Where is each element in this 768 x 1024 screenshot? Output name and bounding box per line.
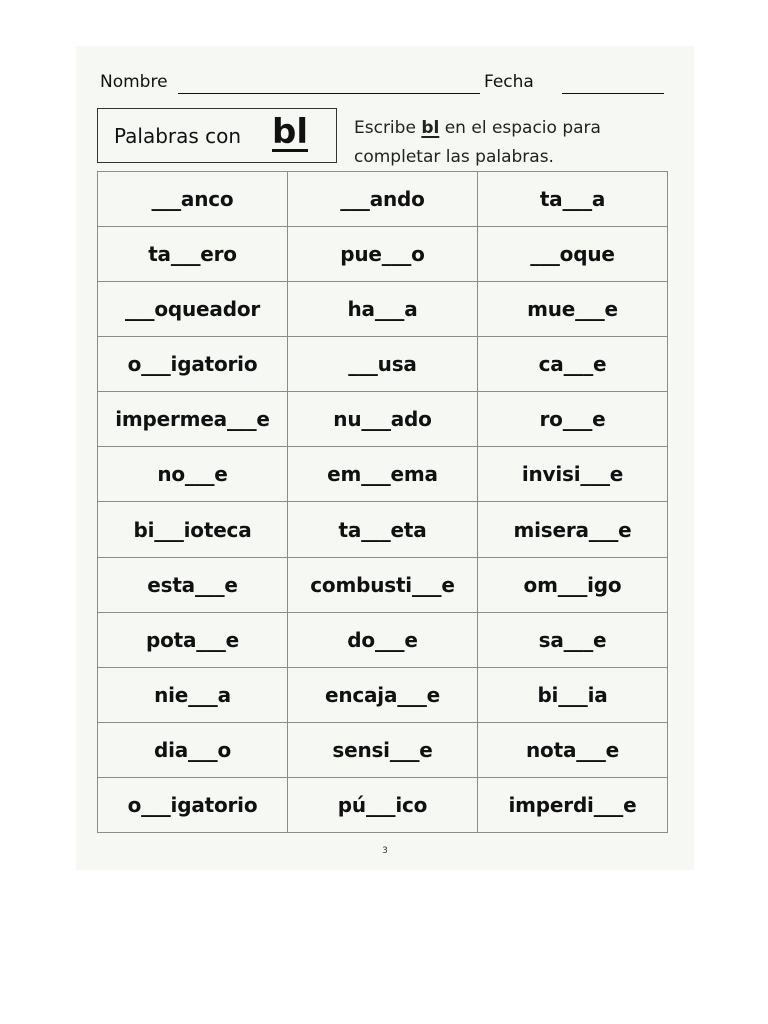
instructions (354, 114, 674, 172)
header-row (100, 72, 645, 98)
table-row (98, 282, 668, 337)
word-cell: ___usa (288, 337, 478, 392)
name-label: Nombre (100, 72, 168, 92)
title-highlight: bl (272, 112, 308, 152)
instructions-line-2: completar las palabras. (354, 147, 554, 167)
word-cell: ta___a (478, 172, 668, 227)
word-cell: nota___e (478, 722, 668, 777)
word-cell: combusti___e (288, 557, 478, 612)
word-cell: ta___eta (288, 502, 478, 557)
instructions-highlight: bl (421, 118, 440, 138)
word-cell: impermea___e (98, 392, 288, 447)
word-table (97, 171, 668, 833)
word-cell: dia___o (98, 722, 288, 777)
word-cell: om___igo (478, 557, 668, 612)
word-cell: ___oqueador (98, 282, 288, 337)
word-cell: ___anco (98, 172, 288, 227)
word-cell: sa___e (478, 612, 668, 667)
table-row (98, 227, 668, 282)
table-row (98, 777, 668, 832)
date-blank-line (562, 93, 664, 94)
worksheet-page (76, 46, 694, 870)
instructions-before: Escribe (354, 118, 422, 138)
word-cell: no___e (98, 447, 288, 502)
table-row (98, 502, 668, 557)
word-cell: bi___ia (478, 667, 668, 722)
word-cell: ___oque (478, 227, 668, 282)
word-cell: mue___e (478, 282, 668, 337)
instructions-after: en el espacio para (439, 118, 601, 138)
word-cell: o___igatorio (98, 337, 288, 392)
page-number: 3 (382, 846, 388, 856)
instructions-line-1 (354, 114, 674, 143)
word-cell: misera___e (478, 502, 668, 557)
word-cell: ro___e (478, 392, 668, 447)
word-cell: ta___ero (98, 227, 288, 282)
word-cell: pú___ico (288, 777, 478, 832)
word-cell: esta___e (98, 557, 288, 612)
word-cell: o___igatorio (98, 777, 288, 832)
word-cell: pota___e (98, 612, 288, 667)
date-label: Fecha (484, 72, 534, 92)
table-row (98, 557, 668, 612)
word-cell: ca___e (478, 337, 668, 392)
word-cell: nu___ado (288, 392, 478, 447)
table-row (98, 392, 668, 447)
word-cell: encaja___e (288, 667, 478, 722)
word-cell: do___e (288, 612, 478, 667)
word-cell: ___ando (288, 172, 478, 227)
table-row (98, 337, 668, 392)
table-row (98, 172, 668, 227)
table-row (98, 722, 668, 777)
word-cell: invisi___e (478, 447, 668, 502)
word-cell: pue___o (288, 227, 478, 282)
title-box (97, 108, 337, 163)
word-cell: sensi___e (288, 722, 478, 777)
word-cell: ha___a (288, 282, 478, 337)
table-row (98, 667, 668, 722)
word-cell: imperdi___e (478, 777, 668, 832)
table-row (98, 612, 668, 667)
name-blank-line (178, 93, 480, 94)
table-row (98, 447, 668, 502)
word-cell: nie___a (98, 667, 288, 722)
title-prefix: Palabras con (114, 124, 242, 148)
word-cell: em___ema (288, 447, 478, 502)
word-cell: bi___ioteca (98, 502, 288, 557)
